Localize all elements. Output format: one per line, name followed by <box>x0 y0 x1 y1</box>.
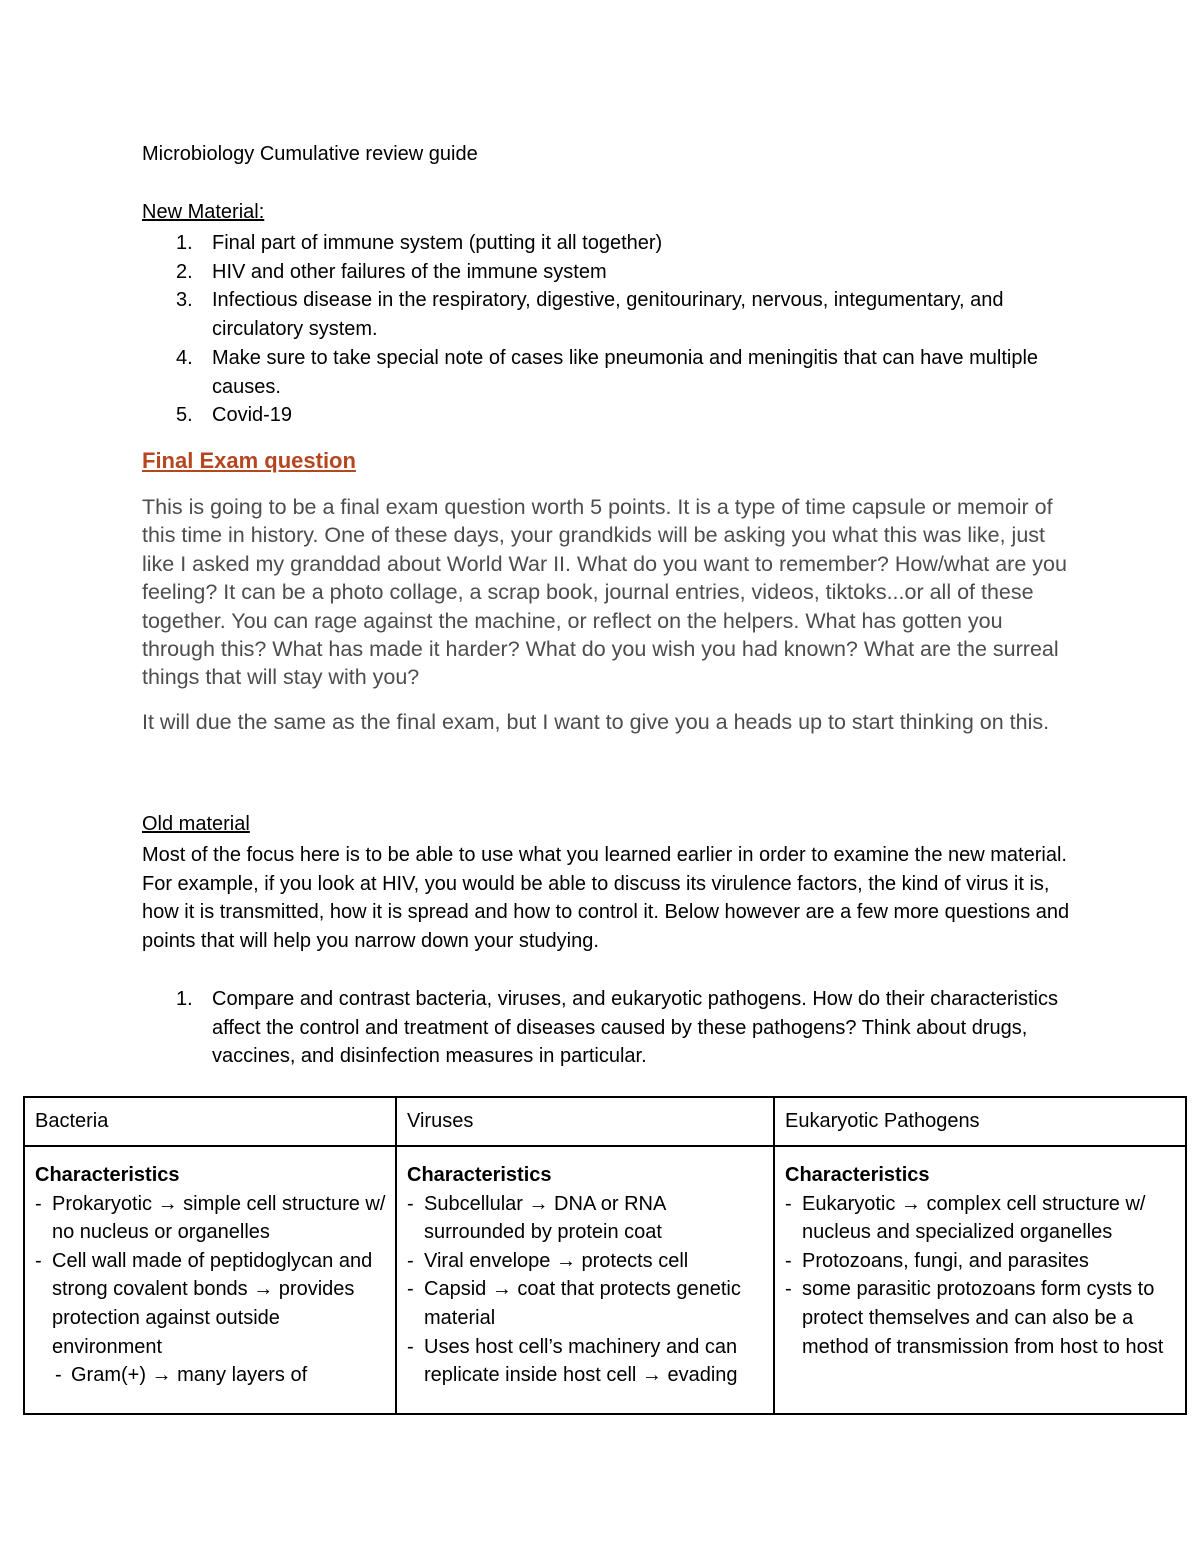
section-title: Characteristics <box>407 1164 552 1186</box>
list-number: 5. <box>176 404 193 427</box>
question-list <box>142 985 1072 1071</box>
final-exam-paragraph: This is going to be a final exam question worth 5 points. It is a type of time capsule or memoir of this time in history. One of these days, your grandkids will be asking you what this was like, just like I asked my granddad about World War II. What do you want to remember? How/what are you feeling? It can be a photo collage, a scrap book, journal entries, videos, tiktoks...or all of these together. You can rage against the machine, or reflect on the helpers. What has gotten you through this? What has made it harder? What do you wish you had known? What are the surreal things that will stay with you? <box>142 495 1067 690</box>
list-item <box>142 344 1072 401</box>
old-material-intro: Most of the focus here is to be able to use what you learned earlier in order to examine the new material. For example, if you look at HIV, you would be able to discuss its virulence factors, the kind of virus it is, how it is transmitted, how it is spread and how to control it. Below however are a few more questions and points that will help you narrow down your studying. <box>142 844 1070 953</box>
viruses-cell <box>396 1146 774 1414</box>
bullet-item: - Prokaryotic → simple cell structure w/ no nucleus or organelles <box>35 1190 387 1247</box>
bullet-item: - Eukaryotic → complex cell structure w/ nucleus and specialized organelles <box>785 1190 1177 1247</box>
bullet-item: - Cell wall made of peptidoglycan and strong covalent bonds → provides protection against outside environment <box>35 1247 387 1361</box>
new-material-heading: New Material: <box>142 201 265 223</box>
list-number: 2. <box>176 260 193 283</box>
new-material-list <box>142 229 1072 430</box>
list-item-text: Make sure to take special note of cases like pneumonia and meningitis that can have multiple causes. <box>212 346 1039 398</box>
section-title: Characteristics <box>35 1164 180 1186</box>
question-number: 1. <box>176 988 193 1010</box>
table-header-row <box>24 1097 1186 1146</box>
list-item-text: Final part of immune system (putting it all together) <box>212 232 663 254</box>
list-item-text: Infectious disease in the respiratory, digestive, genitourinary, nervous, integumentary, and circulatory system. <box>212 289 1004 341</box>
bullet-item: - Viral envelope → protects cell <box>407 1247 765 1276</box>
sub-bullet-list <box>35 1361 387 1390</box>
bullet-item: - Subcellular → DNA or RNA surrounded by protein coat <box>407 1190 765 1247</box>
old-material-heading: Old material <box>142 813 250 835</box>
comparison-table <box>23 1096 1187 1415</box>
list-item <box>142 258 1072 287</box>
bullet-list <box>35 1190 387 1362</box>
list-item-text: Covid-19 <box>212 404 293 427</box>
table-row <box>24 1146 1186 1414</box>
table-header-cell: Viruses <box>396 1097 774 1146</box>
sub-bullet-item: - Gram(+) → many layers of <box>35 1361 387 1390</box>
question-text: Compare and contrast bacteria, viruses, and eukaryotic pathogens. How do their characteristics affect the control and treatment of diseases caused by these pathogens? Think about drugs, vaccines, and disinfection measures in particular. <box>212 988 1058 1068</box>
bullet-item: - some parasitic protozoans form cysts to protect themselves and can also be a method of transmission from host to host <box>785 1275 1177 1361</box>
list-item <box>142 286 1072 343</box>
bullet-list <box>407 1190 765 1390</box>
list-number: 1. <box>176 232 193 254</box>
list-item-text: HIV and other failures of the immune system <box>212 260 607 283</box>
question-item <box>142 985 1072 1071</box>
document-title: Microbiology Cumulative review guide <box>142 143 478 165</box>
section-title: Characteristics <box>785 1164 930 1186</box>
bullet-item: - Protozoans, fungi, and parasites <box>785 1247 1177 1276</box>
list-number: 3. <box>176 289 193 312</box>
eukaryotic-cell <box>774 1146 1186 1414</box>
final-exam-heading: Final Exam question <box>142 448 356 473</box>
bullet-item: - Capsid → coat that protects genetic material <box>407 1275 765 1332</box>
bullet-item: - Uses host cell’s machinery and can replicate inside host cell → evading <box>407 1333 765 1390</box>
bullet-list <box>785 1190 1177 1362</box>
final-exam-due-note: It will due the same as the final exam, but I want to give you a heads up to start thinking on this. <box>142 710 1050 734</box>
list-item <box>142 229 1072 258</box>
table-header-cell: Eukaryotic Pathogens <box>774 1097 1186 1146</box>
bacteria-cell <box>24 1146 396 1414</box>
table-header-cell: Bacteria <box>24 1097 396 1146</box>
list-item <box>142 401 1072 430</box>
list-number: 4. <box>176 346 193 369</box>
